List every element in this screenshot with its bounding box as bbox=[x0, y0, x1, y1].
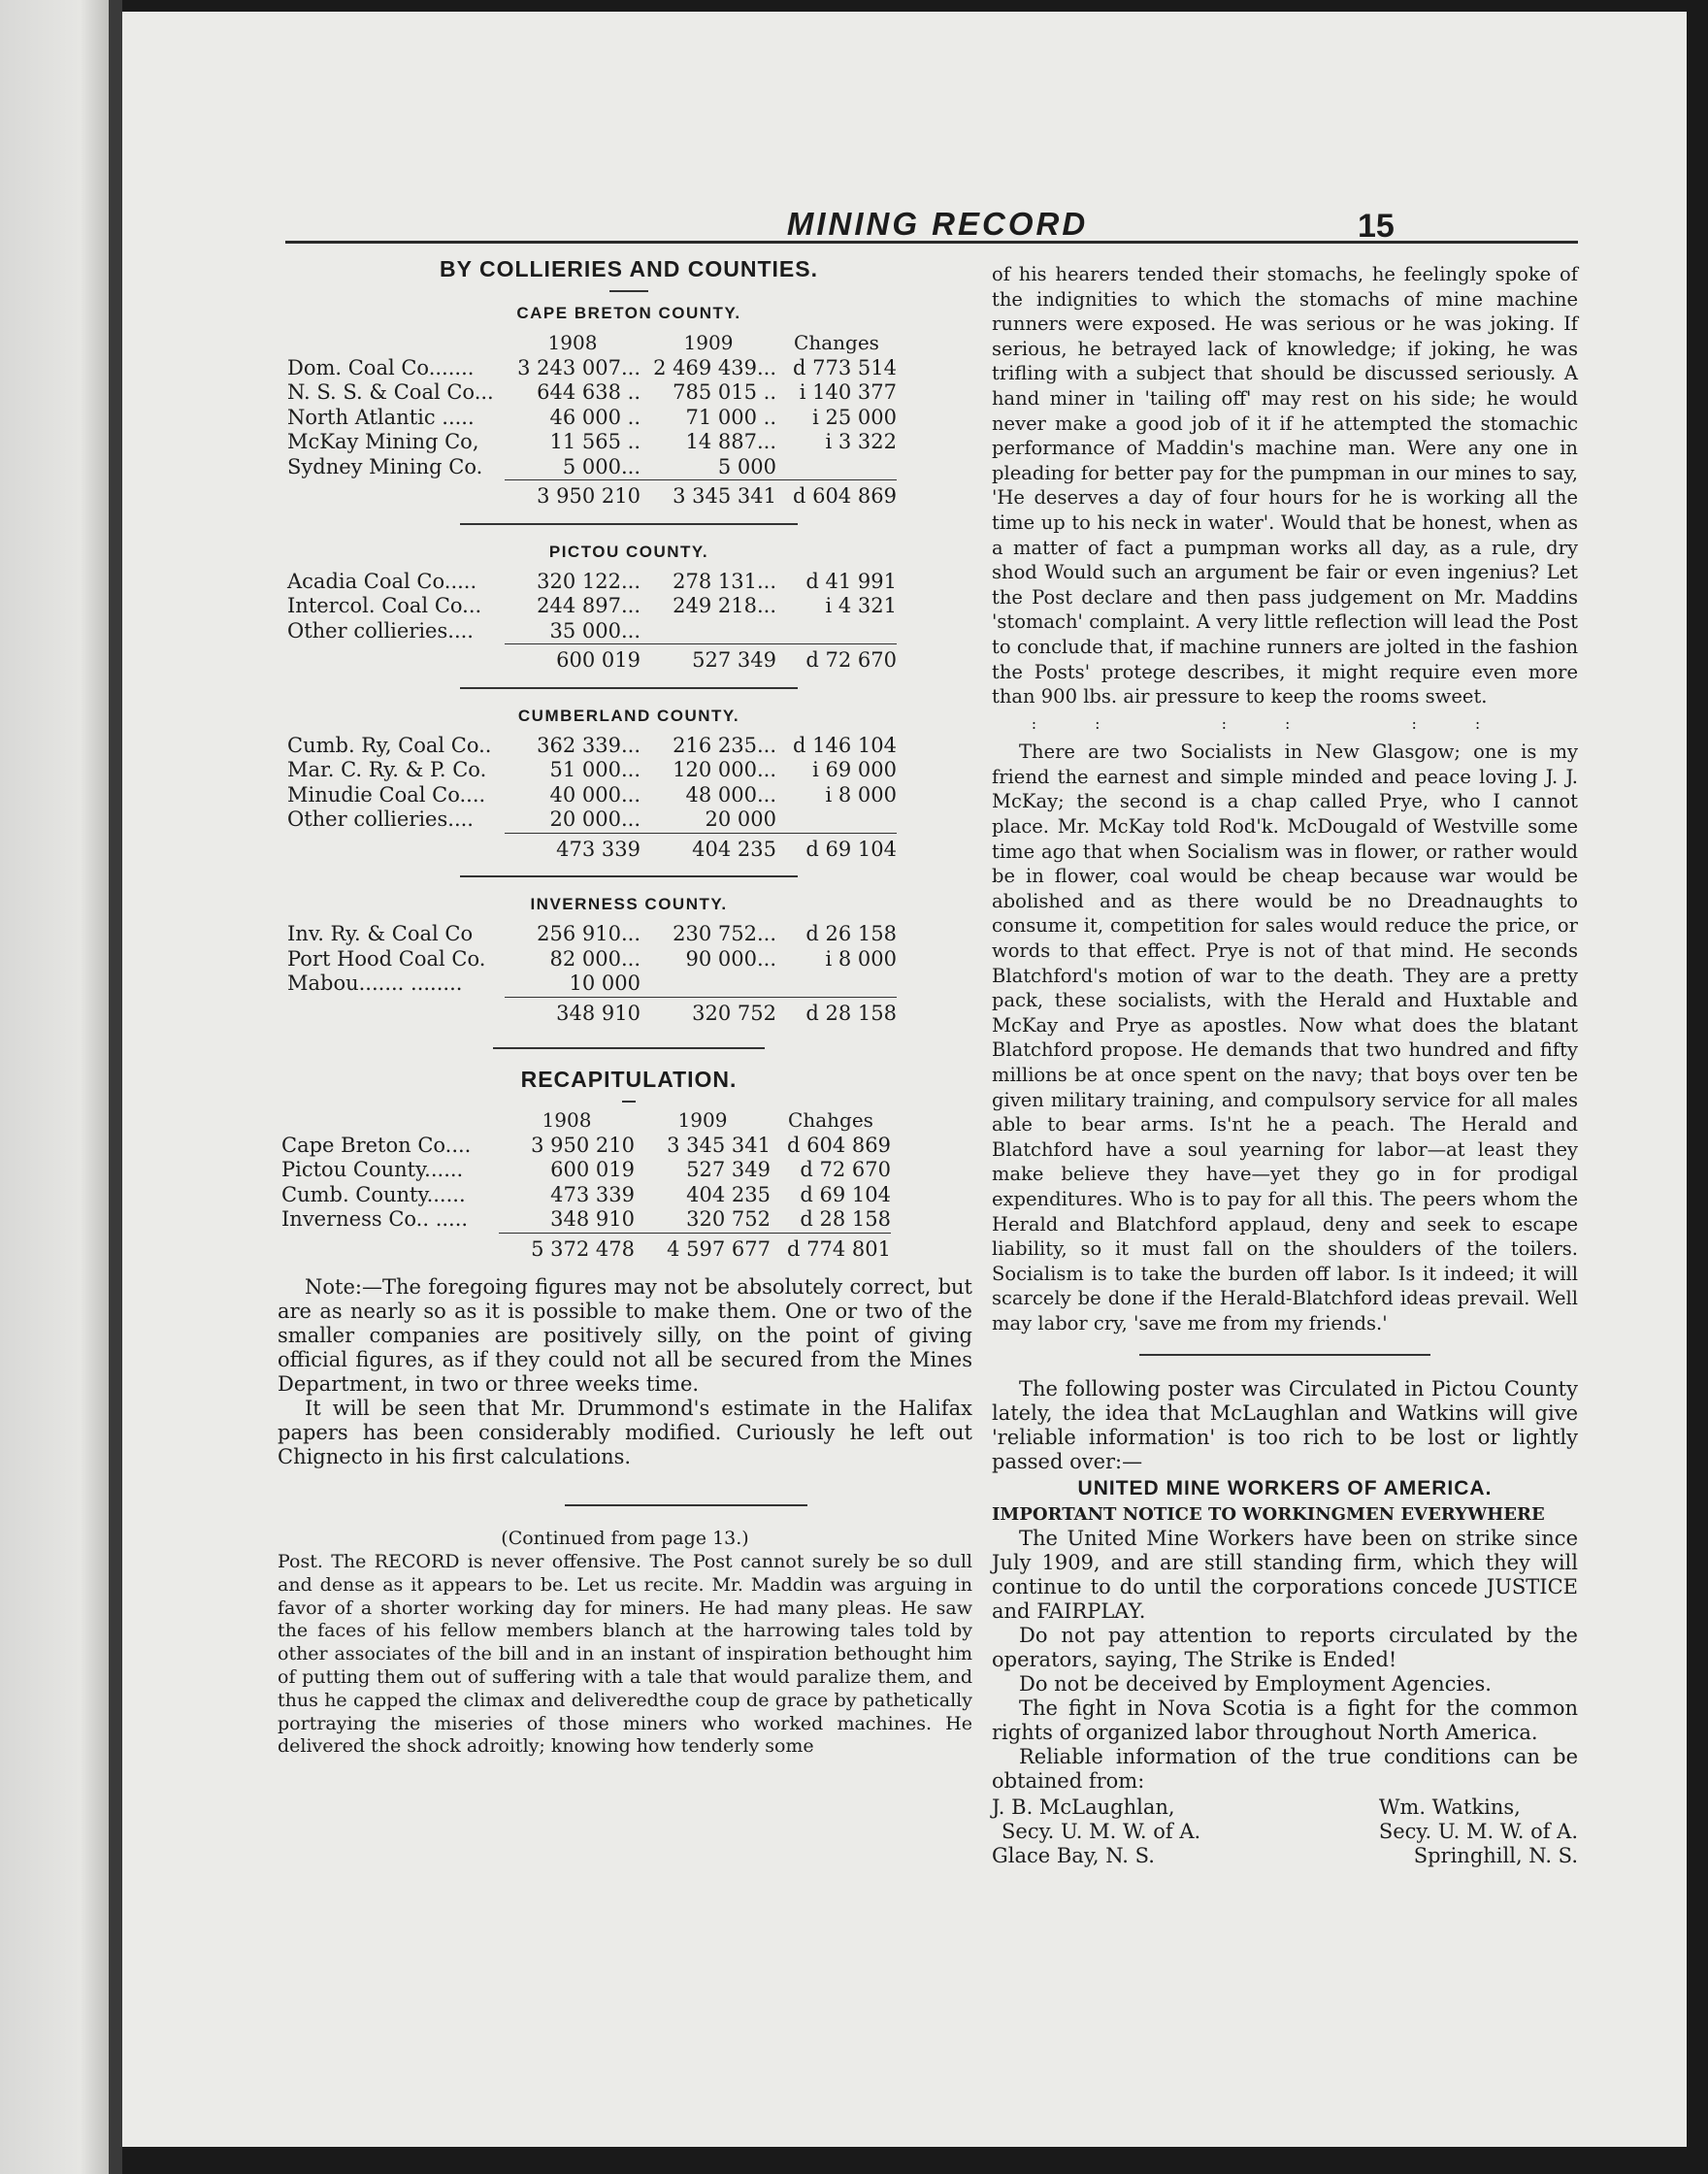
recap-table bbox=[281, 1108, 891, 1262]
poster-paragraph: Do not pay attention to reports circulated by the operators, saying, The Strike is Ended! bbox=[992, 1623, 1578, 1671]
table-row: Sydney Mining Co. 5 000... 5 000 bbox=[287, 454, 776, 478]
recap-rule bbox=[622, 1101, 636, 1103]
county-table bbox=[287, 570, 897, 674]
total-row: 3 950 210 3 345 341 d 604 869 bbox=[287, 480, 897, 510]
poster-notice: IMPORTANT NOTICE TO WORKINGMEN EVERYWHERE bbox=[992, 1503, 1545, 1525]
county-table bbox=[287, 922, 897, 1026]
page bbox=[122, 12, 1687, 2147]
section-rule bbox=[565, 1504, 807, 1506]
note-paragraph: Note:—The foregoing figures may not be absolutely correct, but are as nearly so as it is possible to make them. One or two of the smaller companies are positively silly, on the point of giving official figures, as if they could not all be secured from the Mines Department, in two or three weeks time. bbox=[278, 1275, 972, 1396]
table-row: Cumb. Ry, Coal Co.. 362 339... 216 235... d 146 104 bbox=[287, 733, 897, 757]
note-block bbox=[278, 1275, 972, 1469]
poster-intro: The following poster was Circulated in Pictou County lately, the idea that McLaughlan and Watkins will give 'reliable information' is too rich to be lost or lightly passed over:— bbox=[992, 1376, 1578, 1473]
running-head: MINING RECORD bbox=[786, 206, 1089, 242]
table-row: Cape Breton Co.... 3 950 210 3 345 341 d 604 869 bbox=[281, 1133, 891, 1157]
poster-paragraph: The United Mine Workers have been on strike since July 1909, and are still standing firm, which they will continue to do until the corporations concede JUSTICE and FAIRPLAY. bbox=[992, 1526, 1578, 1623]
table-row: Dom. Coal Co....... 3 243 007... 2 469 439... d 773 514 bbox=[287, 355, 897, 379]
section-rule bbox=[460, 523, 798, 525]
section-rule bbox=[1139, 1354, 1430, 1356]
right-column bbox=[992, 262, 1578, 1868]
col-1909: 1909 bbox=[677, 1108, 728, 1132]
poster-paragraph: The fight in Nova Scotia is a fight for the common rights of organized labor throughout North America. bbox=[992, 1696, 1578, 1744]
col-changes: Chahges bbox=[788, 1108, 873, 1132]
table-row: Mar. C. Ry. & P. Co. 51 000... 120 000... i 69 000 bbox=[287, 758, 897, 781]
total-row: 5 372 478 4 597 677 d 774 801 bbox=[281, 1233, 891, 1262]
county-title: CAPE BRETON COUNTY. bbox=[516, 304, 741, 322]
page-number: 15 bbox=[1358, 208, 1395, 245]
table-row: Other collieries.... 35 000... bbox=[287, 618, 640, 642]
fairplay-word: FAIRPLAY. bbox=[1036, 1598, 1146, 1623]
column-header-row bbox=[281, 1108, 891, 1134]
left-column bbox=[278, 254, 980, 1759]
section-rule bbox=[460, 875, 798, 877]
facing-page-edge bbox=[0, 0, 115, 2174]
table-row: Minudie Coal Co.... 40 000... 48 000... i 8 000 bbox=[287, 782, 897, 807]
estimate-paragraph: It will be seen that Mr. Drummond's estimate in the Halifax papers has been considerably modified. Curiously he left out Chignecto in his first calculations. bbox=[278, 1397, 972, 1468]
table-row: Inverness Co.. ..... 348 910 320 752 d 28 158 bbox=[281, 1207, 891, 1232]
asterism-divider: :: :: :: bbox=[1031, 713, 1539, 733]
col-1908: 1908 bbox=[542, 1108, 592, 1132]
poster-block bbox=[992, 1377, 1578, 1868]
section-rule bbox=[493, 1047, 765, 1049]
justice-word: JUSTICE bbox=[1486, 1574, 1578, 1598]
recap-title: RECAPITULATION. bbox=[520, 1067, 738, 1092]
table-row: Port Hood Coal Co. 82 000... 90 000... i 8 000 bbox=[287, 946, 897, 971]
table-row: Intercol. Coal Co... 244 897... 249 218... i 4 321 bbox=[287, 594, 897, 617]
county-title: INVERNESS COUNTY. bbox=[530, 895, 728, 913]
county-table bbox=[287, 734, 897, 863]
article-paragraph: There are two Socialists in New Glasgow; one is my friend the earnest and simple minded and peace loving J. J. McKay; the second is a chap called Prye, who I cannot place. Mr. McKay told Rod'k. McDougald of Westville some time ago that when Socialism was in flower, or rather would be in flower, coal would be cheap because war would be abolished and as there would be no Dreadnaughts to consume it, competition for sales would reduce the price, or words to that effect. Prye is not of that mind. He seconds Blatchford's motion of war to the death. They are a pretty pack, these socialists, with the Herald and Huxtable and McKay and Prye as apostles. Now what does the blatant Blatchford propose. He demands that two hundred and fifty millions be at once spent on the navy; that boys over ten be given military training, and compulsory service for all males able to bear arms. Is'nt he a peach. The Herald and Blatchford have a soul yearning for labor—at least they make believe they have—yet they go in for prodigal expenditures. Who is to pay for all this. The peers whom the Herald and Blatchford applaud, deny and seek to escape liability, so it must fall on the shoulders of the toilers. Socialism is to take the burden off labor. Is it indeed; it will scarcely be done if the Herald-Blatchford ideas prevail. Well may labor cry, 'save me from my friends.' bbox=[992, 741, 1578, 1334]
tables-heading: BY COLLIERIES AND COUNTIES. bbox=[440, 256, 818, 281]
county-title: CUMBERLAND COUNTY. bbox=[517, 706, 740, 725]
table-row: Mabou....... ........ 10 000 bbox=[287, 972, 640, 996]
poster-paragraph: Reliable information of the true conditions can be obtained from: bbox=[992, 1744, 1578, 1793]
binding-spine bbox=[109, 0, 122, 2174]
table-row: McKay Mining Co, 11 565 .. 14 887... i 3 322 bbox=[287, 430, 897, 453]
table-row: Cumb. County...... 473 339 404 235 d 69 104 bbox=[281, 1182, 891, 1206]
heading-rule bbox=[609, 290, 648, 292]
table-row: Other collieries.... 20 000... 20 000 bbox=[287, 807, 776, 832]
header-rule bbox=[285, 241, 1578, 244]
signatures bbox=[992, 1795, 1578, 1868]
total-row: 600 019 527 349 d 72 670 bbox=[287, 644, 897, 674]
county-title: PICTOU COUNTY. bbox=[548, 542, 709, 561]
poster-title: UNITED MINE WORKERS OF AMERICA. bbox=[1077, 1476, 1493, 1499]
continued-text: Post. The RECORD is never offensive. The Post cannot surely be so dull and dense as it appears to be. Let us recite. Mr. Maddin was arguing in favor of a shorter working day for miners. He had many pleas. He saw the faces of his fellow members blanch at the harrowing tales told by other associates of the bill and in an instant of inspiration bethought him of putting them out of suffering with a tale that would paralize them, and thus he capped the climax and deliveredthe coup de grace by pathetically portraying the miseries of those miners who worked machines. He delivered the shock adroitly; knowing how tenderly some bbox=[278, 1551, 972, 1758]
col-1909: 1909 bbox=[683, 331, 734, 354]
continued-label: (Continued from page 13.) bbox=[501, 1528, 749, 1549]
total-row: 348 910 320 752 d 28 158 bbox=[287, 997, 897, 1026]
table-row: North Atlantic ..... 46 000 .. 71 000 .. i 25 000 bbox=[287, 405, 897, 429]
signature-right: Wm. Watkins, Secy. U. M. W. of A. Springhill, N. S. bbox=[1378, 1795, 1578, 1867]
col-1908: 1908 bbox=[547, 331, 598, 354]
article-paragraph: of his hearers tended their stomachs, he feelingly spoke of the indignities to which the stomachs of mine machine runners were exposed. He was serious or he was joking. If serious, he betrayed lack of knowledge; if joking, he was trifling with a subject that should be discussed seriously. A hand miner in 'tailing off' may rest on his side; he would never make a good job of it if he attempted the stomachic performance of Maddin's machine man. Were any one in pleading for better pay for the pumpman in our mines to say, 'He deserves a day of four hours for he is working all the time up to his neck in water'. Would that be honest, when as a matter of fact a pumpman works all day, as a rule, dry shod Would such an argument be fair or even ingenius? Let the Post declare and then pass judgement on Mr. Maddins 'stomach' complaint. A very little reflection will lead the Post to conclude that, if machine runners are jolted in the fashion the Posts' protege describes, it might require even more than 900 lbs. air pressure to keep the rooms sweet. bbox=[992, 263, 1578, 708]
table-row: N. S. S. & Coal Co... 644 638 .. 785 015 .. i 140 377 bbox=[287, 380, 897, 404]
county-table bbox=[287, 331, 897, 510]
poster-paragraph: Do not be deceived by Employment Agencies. bbox=[1019, 1671, 1492, 1696]
col-changes: Changes bbox=[794, 331, 879, 354]
signature-left: J. B. McLaughlan, Secy. U. M. W. of A. Glace Bay, N. S. bbox=[992, 1795, 1201, 1867]
table-row: Pictou County...... 600 019 527 349 d 72 670 bbox=[281, 1158, 891, 1181]
table-row: Inv. Ry. & Coal Co 256 910... 230 752... d 26 158 bbox=[287, 922, 897, 945]
column-header-row bbox=[287, 331, 897, 356]
section-rule bbox=[460, 687, 798, 689]
total-row: 473 339 404 235 d 69 104 bbox=[287, 833, 897, 862]
table-row: Acadia Coal Co..... 320 122... 278 131... d 41 991 bbox=[287, 569, 897, 593]
